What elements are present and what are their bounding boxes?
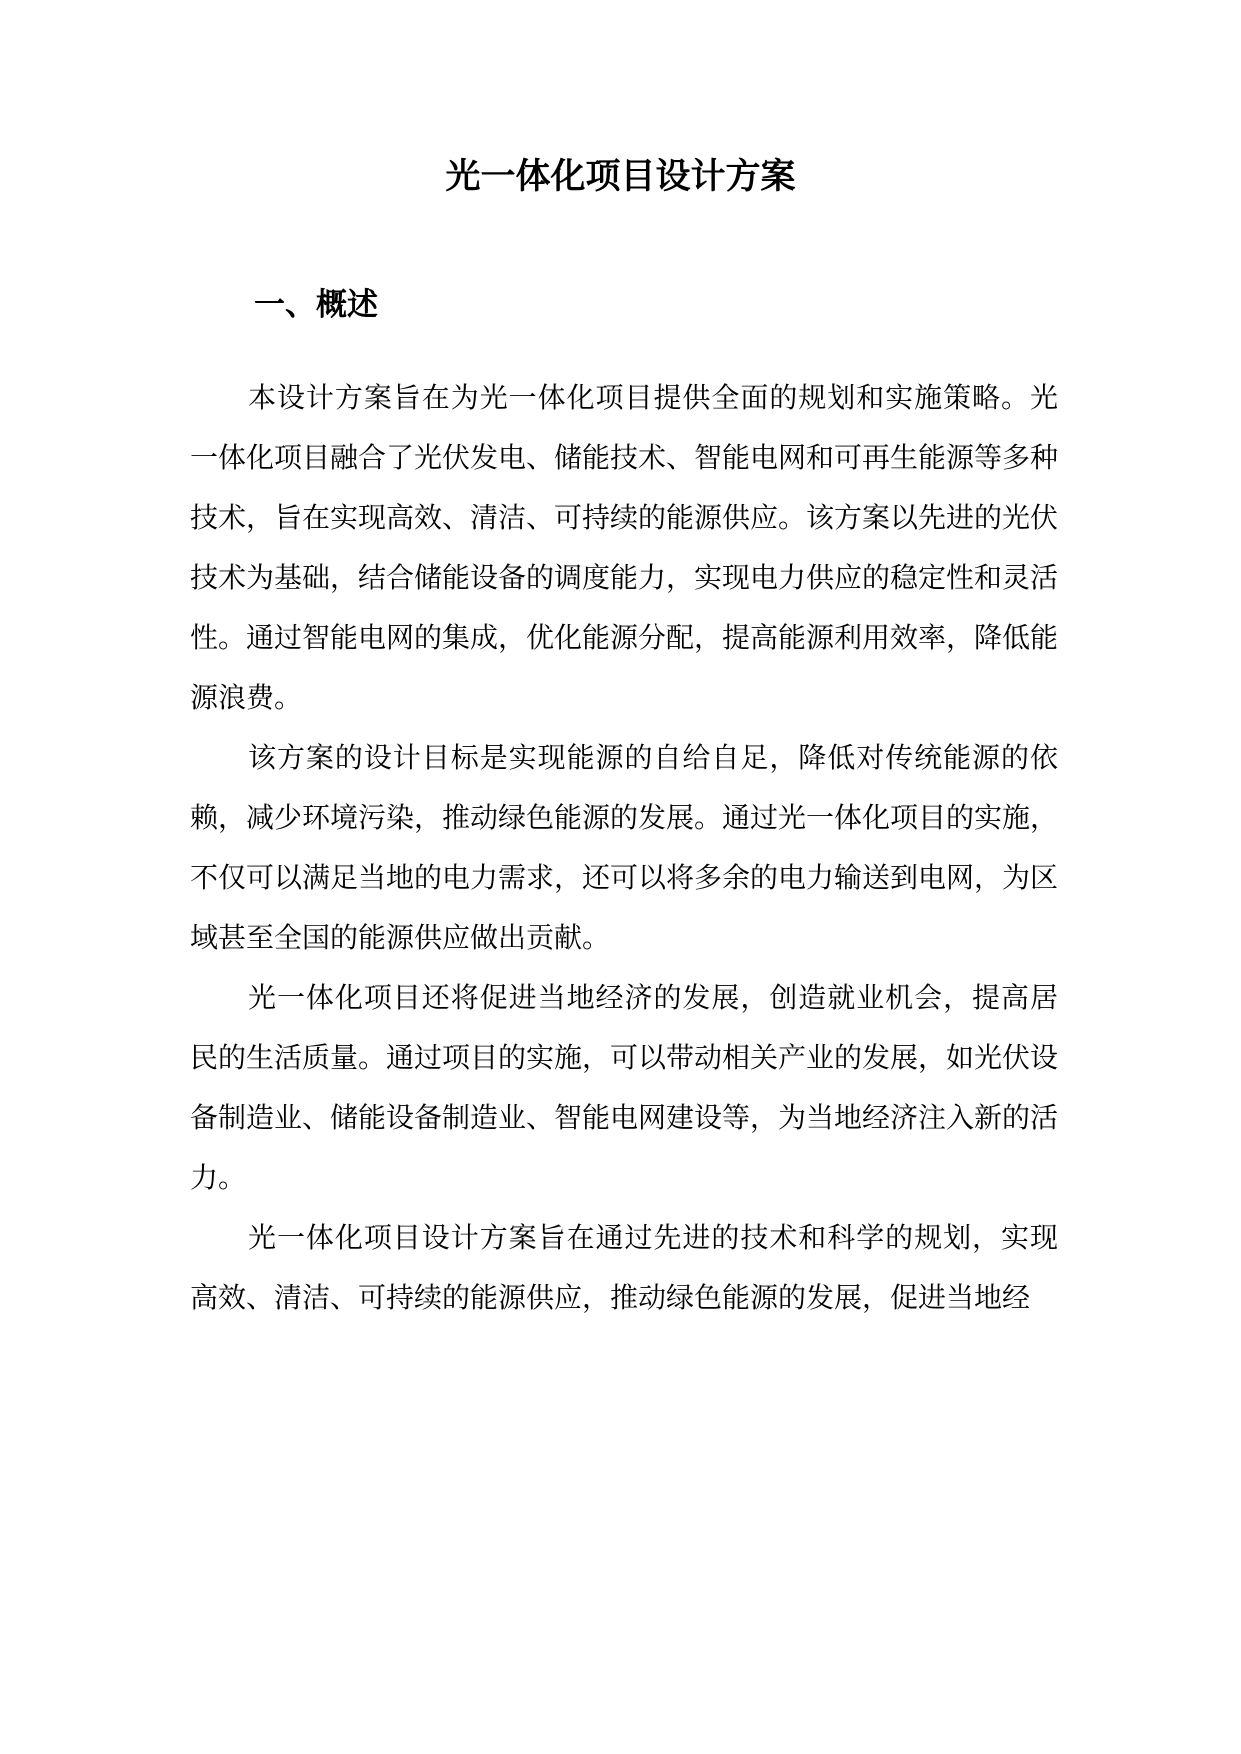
section-heading: 一、概述 bbox=[254, 287, 378, 323]
document-title: 光一体化项目设计方案 bbox=[445, 156, 796, 197]
paragraph: 该方案的设计目标是实现能源的自给自足，降低对传统能源的依赖，减少环境污染，推动绿色能源的发展。通过光一体化项目的实施，不仅可以满足当地的电力需求，还可以将多余的电力输送到电网，为区域甚至全国的能源供应做出贡献。 bbox=[190, 741, 1059, 954]
section-body bbox=[190, 368, 1058, 1328]
paragraph: 光一体化项目设计方案旨在通过先进的技术和科学的规划，实现高效、清洁、可持续的能源供应，推动绿色能源的发展，促进当地经 bbox=[190, 1221, 1058, 1314]
paragraph: 光一体化项目还将促进当地经济的发展，创造就业机会，提高居民的生活质量。通过项目的实施，可以带动相关产业的发展，如光伏设备制造业、储能设备制造业、智能电网建设等，为当地经济注入新的活力。 bbox=[190, 981, 1059, 1194]
paragraph: 本设计方案旨在为光一体化项目提供全面的规划和实施策略。光一体化项目融合了光伏发电、储能技术、智能电网和可再生能源等多种技术，旨在实现高效、清洁、可持续的能源供应。该方案以先进的光伏技术为基础，结合储能设备的调度能力，实现电力供应的稳定性和灵活性。通过智能电网的集成，优化能源分配，提高能源利用效率，降低能源浪费。 bbox=[190, 381, 1059, 714]
